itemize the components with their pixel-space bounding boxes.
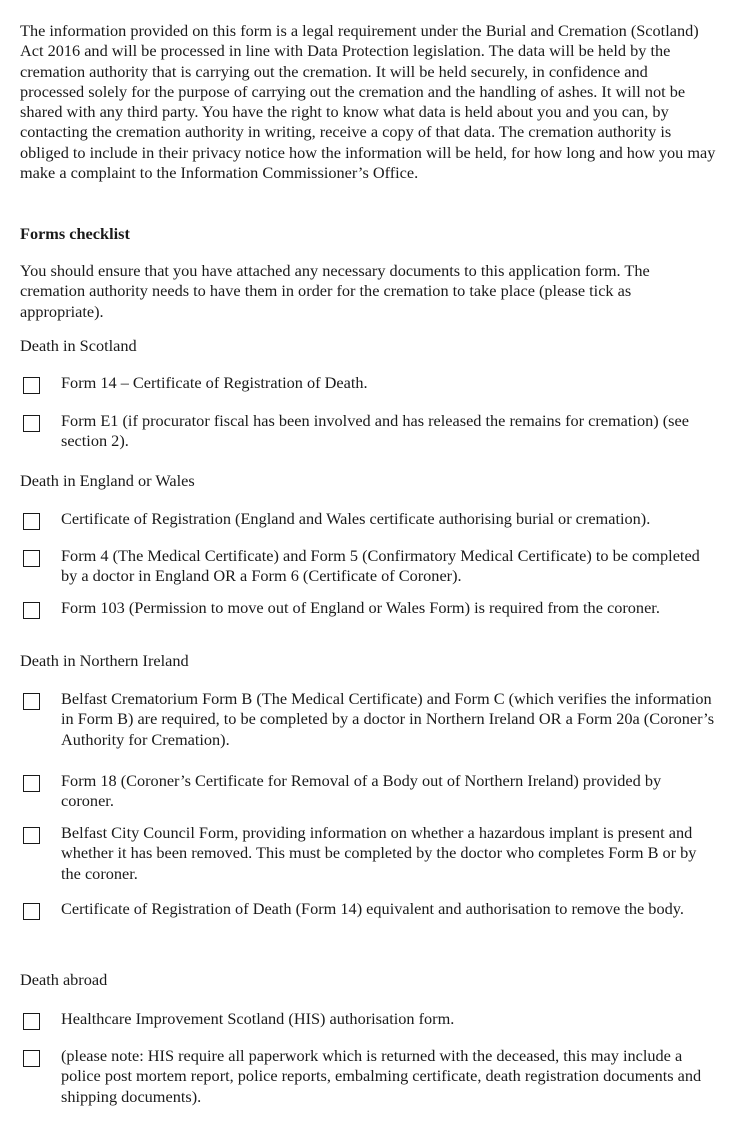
checkbox-form-18[interactable] (23, 775, 40, 792)
checkbox-his-paperwork-note[interactable] (23, 1050, 40, 1067)
section-label-abroad: Death abroad (20, 970, 108, 989)
item-form-14-equivalent: Certificate of Registration of Death (Form 14) equivalent and authorisation to remove the body. (61, 899, 684, 918)
item-form-103: Form 103 (Permission to move out of England or Wales Form) is required from the coroner. (61, 598, 660, 617)
checkbox-form-e1[interactable] (23, 415, 40, 432)
item-form-4-5-6: Form 4 (The Medical Certificate) and Form 5 (Confirmatory Medical Certificate) to be completed by a doctor in England OR a Form 6 (Certificate of Coroner). (61, 546, 700, 586)
forms-checklist-heading: Forms checklist (20, 224, 130, 243)
checkbox-belfast-form-b-c[interactable] (23, 693, 40, 710)
checkbox-certificate-of-registration[interactable] (23, 513, 40, 530)
item-his-paperwork-note: (please note: HIS require all paperwork which is returned with the deceased, this may include a police post mortem report, police reports, embalming certificate, death registration documents and shipping documents). (61, 1046, 702, 1106)
item-certificate-of-registration: Certificate of Registration (England and Wales certificate authorising burial or cremation). (61, 509, 651, 528)
data-protection-notice: The information provided on this form is a legal requirement under the Burial and Cremation (Scotland) Act 2016 and will be processed in line with Data Protection legislation. The data will be held by the cremation authority that is carrying out the cremation. It will be held securely, in confidence and processed solely for the purpose of carrying out the cremation and the handling of ashes. It will not be shared with any third party. You have the right to know what data is held about you and you can, by contacting the cremation authority in writing, receive a copy of that data. The cremation authority is obliged to include in their privacy notice how the information will be held, for how long and how you may make a complaint to the Information Commissioner’s Office. (20, 21, 716, 183)
checkbox-form-103[interactable] (23, 602, 40, 619)
item-form-e1: Form E1 (if procurator fiscal has been involved and has released the remains for cremation) (see section 2). (61, 411, 689, 451)
checkbox-belfast-city-council-form[interactable] (23, 827, 40, 844)
checkbox-form-14[interactable] (23, 377, 40, 394)
item-form-18: Form 18 (Coroner’s Certificate for Removal of a Body out of Northern Ireland) provided by coroner. (61, 771, 662, 811)
checkbox-form-14-equivalent[interactable] (23, 903, 40, 920)
section-label-scotland: Death in Scotland (20, 336, 137, 355)
checkbox-his-authorisation[interactable] (23, 1013, 40, 1030)
checklist-instructions: You should ensure that you have attached any necessary documents to this application form. The cremation authority needs to have them in order for the cremation to take place (please tick as appropriate). (20, 261, 650, 321)
item-belfast-city-council-form: Belfast City Council Form, providing information on whether a hazardous implant is present and whether it has been removed. This must be completed by the doctor who completes Form B or by the coroner. (61, 823, 697, 883)
checkbox-form-4-5-6[interactable] (23, 550, 40, 567)
item-form-14: Form 14 – Certificate of Registration of Death. (61, 373, 368, 392)
item-belfast-form-b-c: Belfast Crematorium Form B (The Medical Certificate) and Form C (which verifies the information in Form B) are required, to be completed by a doctor in Northern Ireland OR a Form 20a (Coroner’s Authority for Cremation). (61, 689, 715, 749)
item-his-authorisation: Healthcare Improvement Scotland (HIS) authorisation form. (61, 1009, 455, 1028)
section-label-england-wales: Death in England or Wales (20, 471, 195, 490)
section-label-northern-ireland: Death in Northern Ireland (20, 651, 189, 670)
